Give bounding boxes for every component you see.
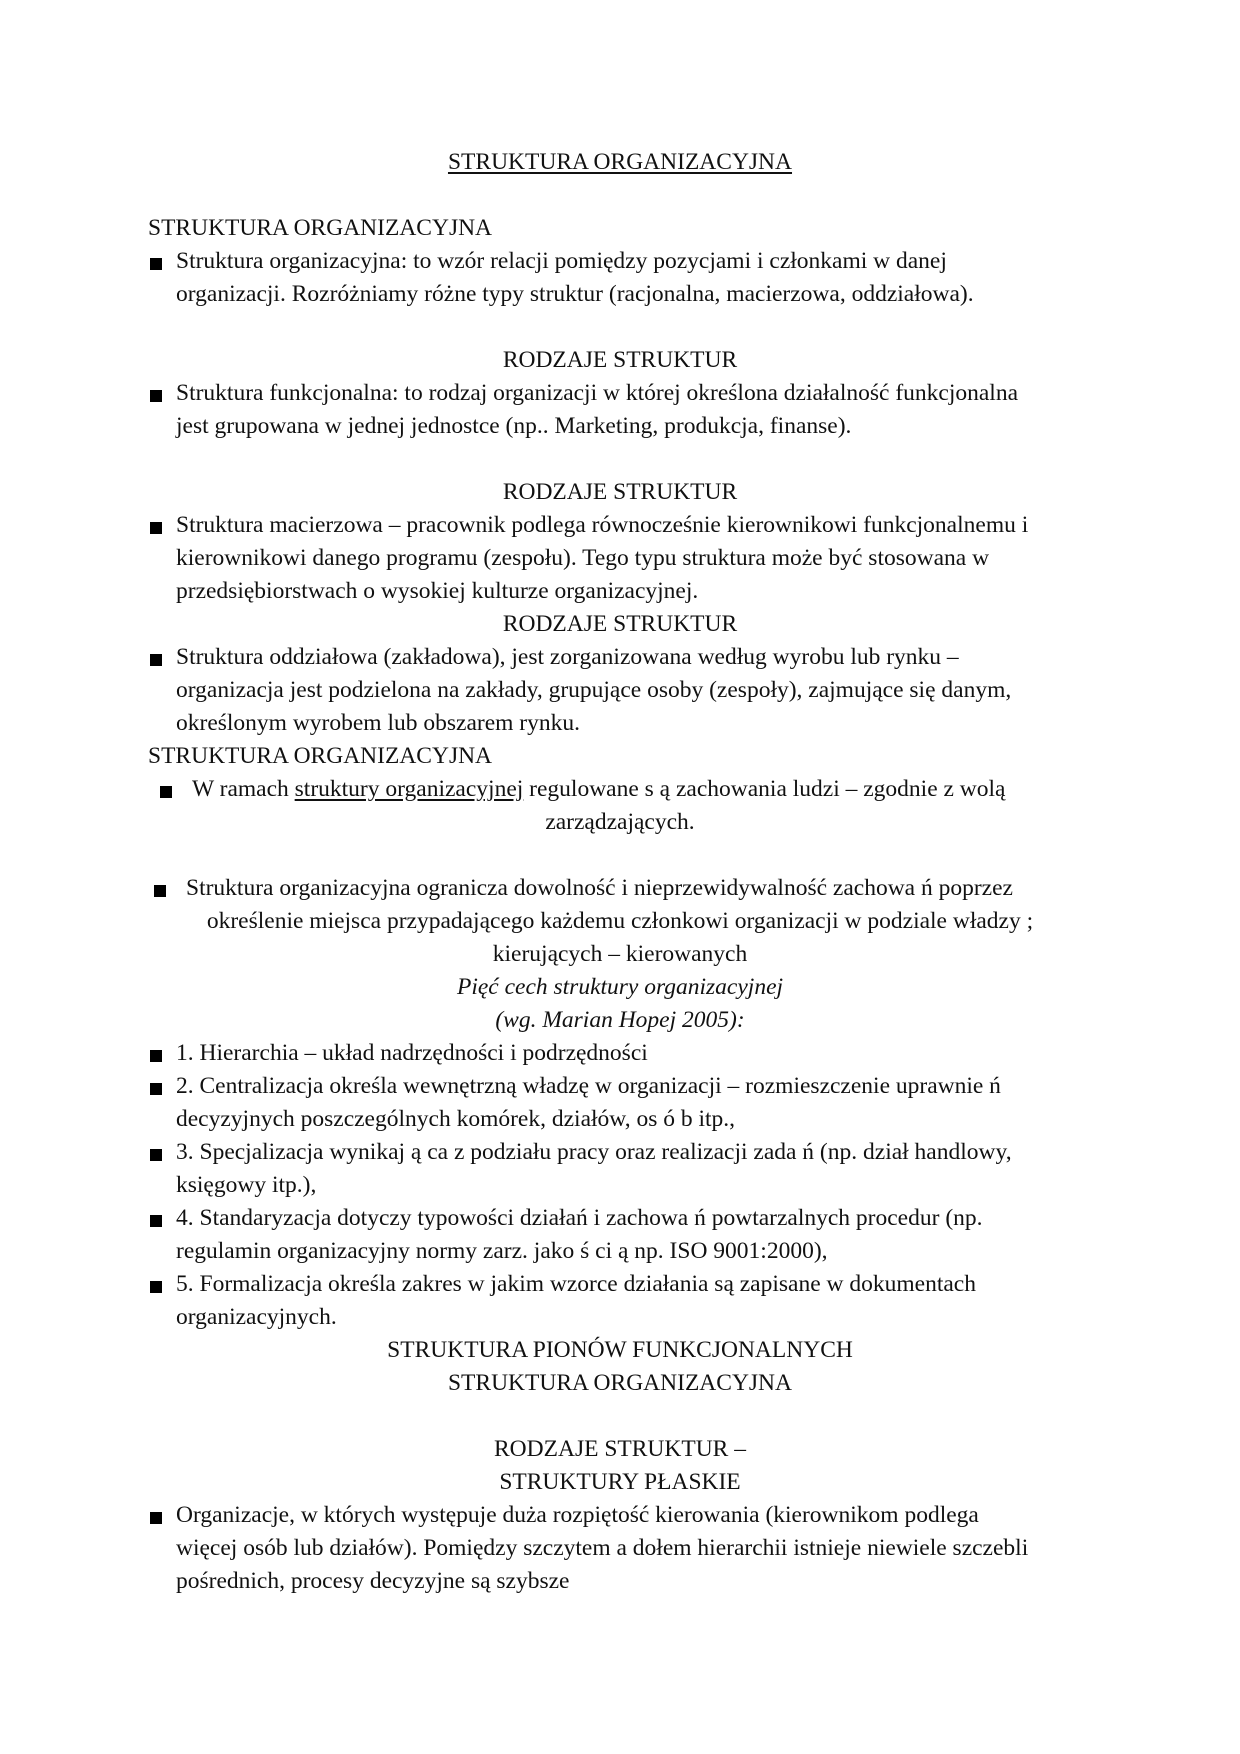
section-heading: STRUKTURA PIONÓW FUNKCJONALNYCH bbox=[387, 1337, 853, 1363]
text-run: regulowane s ą zachowania ludzi – zgodnie z wolą bbox=[523, 776, 1006, 802]
paragraph-line: kierujących – kierowanych bbox=[492, 941, 748, 967]
paragraph-line: określenie miejsca przypadającego każdemu członkowi organizacji w podziale władzy ; bbox=[206, 908, 1034, 934]
paragraph-line: Struktura organizacyjna ogranicza dowolność i nieprzewidywalność zachowa ń poprzez bbox=[186, 875, 1013, 901]
paragraph-line: kierownikowi danego programu (zespołu). Tego typu struktura może być stosowana w bbox=[176, 545, 990, 571]
document-title: STRUKTURA ORGANIZACYJNA bbox=[447, 149, 793, 175]
paragraph-line: pośrednich, procesy decyzyjne są szybsze bbox=[176, 1568, 570, 1594]
list-item-continuation: regulamin organizacyjny normy zarz. jako ś ci ą np. ISO 9001:2000), bbox=[176, 1238, 828, 1264]
bullet-icon bbox=[150, 390, 162, 402]
section-heading: STRUKTURA ORGANIZACYJNA bbox=[447, 1370, 793, 1396]
list-item: 2. Centralizacja określa wewnętrzną władzę w organizacji – rozmieszczenie uprawnie ń bbox=[176, 1073, 1001, 1099]
paragraph-line: Struktura macierzowa – pracownik podlega równocześnie kierownikowi funkcjonalnemu i bbox=[176, 512, 1029, 538]
italic-heading: (wg. Marian Hopej 2005): bbox=[495, 1007, 745, 1033]
paragraph-line: przedsiębiorstwach o wysokiej kulturze organizacyjnej. bbox=[176, 578, 699, 604]
section-heading: STRUKTURA ORGANIZACYJNA bbox=[148, 743, 493, 769]
bullet-icon bbox=[160, 786, 172, 798]
section-heading: RODZAJE STRUKTUR bbox=[502, 611, 738, 637]
list-item-continuation: księgowy itp.), bbox=[176, 1172, 317, 1198]
text-run: W ramach bbox=[192, 776, 295, 802]
italic-heading: Pięć cech struktury organizacyjnej bbox=[456, 974, 784, 1000]
section-heading: RODZAJE STRUKTUR bbox=[502, 347, 738, 373]
list-item: 3. Specjalizacja wynikaj ą ca z podziału pracy oraz realizacji zada ń (np. dział handlowy, bbox=[176, 1139, 1012, 1165]
list-item-continuation: decyzyjnych poszczególnych komórek, działów, os ó b itp., bbox=[176, 1106, 736, 1132]
bullet-icon bbox=[150, 1512, 162, 1524]
paragraph-line: zarządzających. bbox=[545, 809, 695, 835]
section-heading: STRUKTURA ORGANIZACYJNA bbox=[148, 215, 493, 241]
paragraph-line: Struktura funkcjonalna: to rodzaj organizacji w której określona działalność funkcjonalna bbox=[176, 380, 1019, 406]
bullet-icon bbox=[150, 1050, 162, 1062]
list-item: 1. Hierarchia – układ nadrzędności i podrzędności bbox=[176, 1040, 648, 1066]
bullet-icon bbox=[150, 1215, 162, 1227]
underlined-term: struktury organizacyjnej bbox=[294, 776, 524, 802]
paragraph-line bbox=[192, 773, 1006, 806]
paragraph-line: określonym wyrobem lub obszarem rynku. bbox=[176, 710, 580, 736]
section-heading: STRUKTURY PŁASKIE bbox=[499, 1469, 741, 1495]
paragraph-line: Organizacje, w których występuje duża rozpiętość kierowania (kierownikom podlega bbox=[176, 1502, 979, 1528]
bullet-icon bbox=[150, 1083, 162, 1095]
section-heading: RODZAJE STRUKTUR – bbox=[494, 1436, 746, 1462]
paragraph-line: jest grupowana w jednej jednostce (np.. Marketing, produkcja, finanse). bbox=[176, 413, 852, 439]
bullet-icon bbox=[154, 885, 166, 897]
bullet-icon bbox=[150, 654, 162, 666]
list-item: 5. Formalizacja określa zakres w jakim wzorce działania są zapisane w dokumentach bbox=[176, 1271, 976, 1297]
paragraph-line: więcej osób lub działów). Pomiędzy szczytem a dołem hierarchii istnieje niewiele szczebli bbox=[176, 1535, 1029, 1561]
bullet-icon bbox=[150, 1149, 162, 1161]
paragraph-line: organizacja jest podzielona na zakłady, grupujące osoby (zespoły), zajmujące się danym, bbox=[176, 677, 1012, 703]
bullet-icon bbox=[150, 522, 162, 534]
paragraph-line: organizacji. Rozróżniamy różne typy struktur (racjonalna, macierzowa, oddziałowa). bbox=[176, 281, 974, 307]
bullet-icon bbox=[150, 258, 162, 270]
list-item: 4. Standaryzacja dotyczy typowości działań i zachowa ń powtarzalnych procedur (np. bbox=[176, 1205, 983, 1231]
section-heading: RODZAJE STRUKTUR bbox=[502, 479, 738, 505]
paragraph-line: Struktura organizacyjna: to wzór relacji pomiędzy pozycjami i członkami w danej bbox=[176, 248, 947, 274]
list-item-continuation: organizacyjnych. bbox=[176, 1304, 337, 1330]
bullet-icon bbox=[150, 1281, 162, 1293]
paragraph-line: Struktura oddziałowa (zakładowa), jest zorganizowana według wyrobu lub rynku – bbox=[176, 644, 959, 670]
